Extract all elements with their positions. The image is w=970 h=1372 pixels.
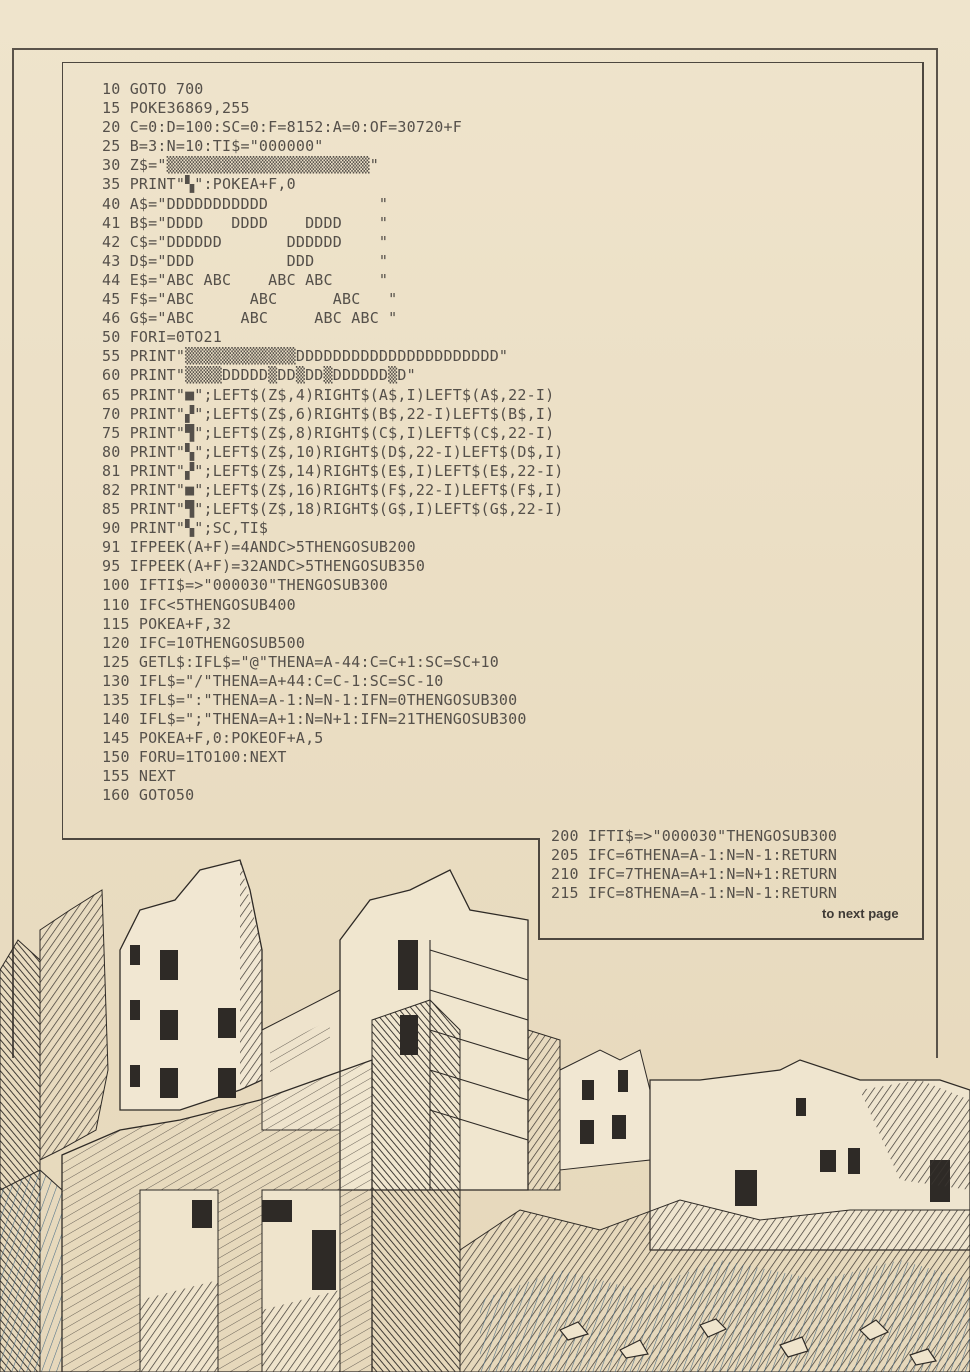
code-line: 125 GETL$:IFL$="@"THENA=A-44:C=C+1:SC=SC+10	[102, 652, 499, 671]
code-line: 55 PRINT"▒▒▒▒▒▒▒▒▒▒▒▒DDDDDDDDDDDDDDDDDDDDDD"	[102, 347, 509, 366]
code-line: 200 IFTI$=>"000030"THENGOSUB300	[551, 827, 838, 845]
code-line: 205 IFC=6THENA=A-1:N=N-1:RETURN	[551, 846, 838, 865]
code-line: 41 B$="DDDD DDDD DDDD "	[102, 213, 389, 232]
code-line: 210 IFC=7THENA=A+1:N=N+1:RETURN	[551, 865, 838, 884]
frame-divider	[922, 62, 924, 940]
code-line: 160 GOTO50	[102, 786, 195, 805]
code-line: 65 PRINT"■";LEFT$(Z$,4)RIGHT$(A$,I)LEFT$(A$,22-I)	[102, 385, 555, 404]
code-line: 70 PRINT"▞";LEFT$(Z$,6)RIGHT$(B$,22-I)LEFT$(B$,I)	[102, 404, 555, 423]
code-line: 10 GOTO 700	[102, 80, 204, 98]
code-line: 15 POKE36869,255	[102, 99, 250, 118]
code-line: 215 IFC=8THENA=A-1:N=N-1:RETURN	[551, 884, 838, 903]
code-line: 80 PRINT"▚";LEFT$(Z$,10)RIGHT$(D$,22-I)LEFT$(D$,I)	[102, 442, 564, 461]
ruined-city-illustration	[0, 830, 970, 1372]
code-line: 115 POKEA+F,32	[102, 614, 232, 633]
code-line: 82 PRINT"■";LEFT$(Z$,16)RIGHT$(F$,22-I)LEFT$(F$,I)	[102, 480, 564, 499]
code-line: 30 Z$="▒▒▒▒▒▒▒▒▒▒▒▒▒▒▒▒▒▒▒▒▒▒"	[102, 156, 379, 175]
code-line: 120 IFC=10THENGOSUB500	[102, 633, 306, 652]
code-line: 25 B=3:N=10:TI$="000000"	[102, 137, 324, 156]
code-line: 145 POKEA+F,0:POKEOF+A,5	[102, 729, 324, 748]
code-line: 35 PRINT"▚":POKEA+F,0	[102, 175, 296, 194]
code-line: 40 A$="DDDDDDDDDDD "	[102, 194, 389, 213]
continue-label: to next page	[822, 906, 899, 921]
code-line: 95 IFPEEK(A+F)=32ANDC>5THENGOSUB350	[102, 557, 426, 576]
code-line: 81 PRINT"▞";LEFT$(Z$,14)RIGHT$(E$,I)LEFT$(E$,22-I)	[102, 461, 564, 480]
code-line: 110 IFC<5THENGOSUB400	[102, 595, 296, 614]
code-line: 155 NEXT	[102, 767, 176, 786]
code-line: 50 FORI=0TO21	[102, 328, 222, 347]
code-line: 46 G$="ABC ABC ABC ABC "	[102, 309, 398, 328]
code-line: 140 IFL$=";"THENA=A+1:N=N+1:IFN=21THENGOSUB300	[102, 710, 527, 729]
code-line: 44 E$="ABC ABC ABC ABC "	[102, 270, 389, 289]
code-line: 150 FORU=1TO100:NEXT	[102, 748, 287, 767]
code-line: 85 PRINT"▜";LEFT$(Z$,18)RIGHT$(G$,I)LEFT$(G$,22-I)	[102, 500, 564, 519]
code-line: 75 PRINT"▜";LEFT$(Z$,8)RIGHT$(C$,I)LEFT$(C$,22-I)	[102, 423, 555, 442]
code-line: 43 D$="DDD DDD "	[102, 251, 389, 270]
code-line: 130 IFL$="/"THENA=A+44:C=C-1:SC=SC-10	[102, 671, 444, 690]
code-line: 90 PRINT"▚";SC,TI$	[102, 519, 269, 538]
basic-listing-main	[102, 80, 564, 806]
code-line: 60 PRINT"▒▒▒▒DDDDD▒DD▒DD▒DDDDDD▒D"	[102, 366, 416, 385]
code-line: 135 IFL$=":"THENA=A-1:N=N-1:IFN=0THENGOSUB300	[102, 691, 518, 709]
code-line: 42 C$="DDDDDD DDDDDD "	[102, 232, 389, 251]
code-line: 20 C=0:D=100:SC=0:F=8152:A=0:OF=30720+F	[102, 118, 462, 137]
code-line: 91 IFPEEK(A+F)=4ANDC>5THENGOSUB200	[102, 538, 416, 557]
code-line: 45 F$="ABC ABC ABC "	[102, 290, 398, 309]
code-line: 100 IFTI$=>"000030"THENGOSUB300	[102, 576, 389, 595]
